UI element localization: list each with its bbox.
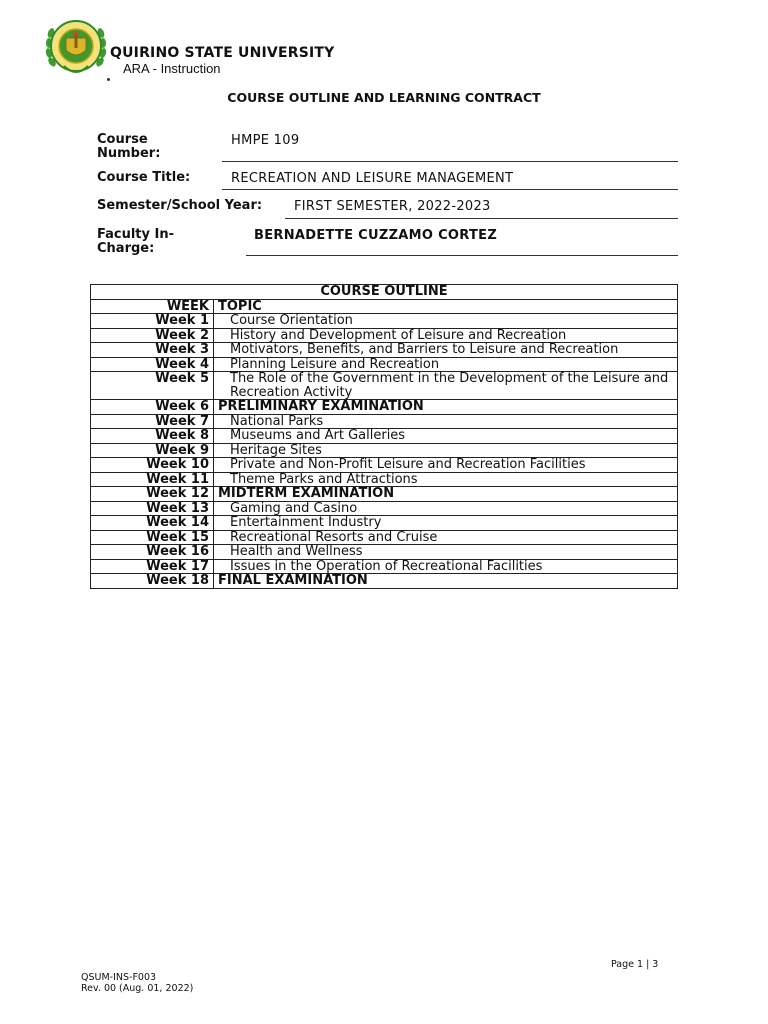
week-cell: Week 4 (91, 357, 214, 372)
table-row (91, 343, 678, 358)
course-title-rule (222, 189, 678, 190)
course-outline-body (91, 314, 678, 589)
form-code-block (81, 972, 193, 994)
page-number: Page 1 | 3 (611, 959, 659, 970)
table-row (91, 458, 678, 473)
week-cell: Week 18 (91, 574, 214, 589)
week-cell: Week 6 (91, 400, 214, 415)
table-row (91, 487, 678, 502)
topic-cell: Planning Leisure and Recreation (214, 357, 678, 372)
course-number-label: Course Number: (97, 132, 161, 161)
topic-cell: Issues in the Operation of Recreational Facilities (214, 559, 678, 574)
semester-value: FIRST SEMESTER, 2022-2023 (294, 199, 491, 214)
topic-cell: Entertainment Industry (214, 516, 678, 531)
course-outline-title: COURSE OUTLINE (91, 285, 678, 300)
week-cell: Week 10 (91, 458, 214, 473)
topic-cell: Gaming and Casino (214, 501, 678, 516)
table-row (91, 414, 678, 429)
week-cell: Week 7 (91, 414, 214, 429)
topic-cell: Recreational Resorts and Cruise (214, 530, 678, 545)
table-row (91, 516, 678, 531)
table-row (91, 328, 678, 343)
week-cell: Week 13 (91, 501, 214, 516)
bullet-mark (107, 78, 110, 81)
university-name: QUIRINO STATE UNIVERSITY (110, 45, 335, 61)
week-cell: Week 9 (91, 443, 214, 458)
course-outline-table (90, 284, 678, 589)
semester-label: Semester/School Year: (97, 198, 263, 213)
exam-topic-cell: MIDTERM EXAMINATION (214, 487, 678, 502)
table-row (91, 314, 678, 329)
course-title-value: RECREATION AND LEISURE MANAGEMENT (231, 171, 514, 186)
week-cell: Week 5 (91, 372, 214, 400)
week-cell: Week 12 (91, 487, 214, 502)
course-number-rule (222, 161, 678, 162)
document-title: COURSE OUTLINE AND LEARNING CONTRACT (227, 90, 541, 105)
exam-topic-cell: FINAL EXAMINATION (214, 574, 678, 589)
topic-cell: The Role of the Government in the Development of the Leisure and Recreation Activity (214, 372, 678, 400)
table-row (91, 357, 678, 372)
topic-cell: Course Orientation (214, 314, 678, 329)
table-row (91, 443, 678, 458)
week-cell: Week 15 (91, 530, 214, 545)
topic-cell: Health and Wellness (214, 545, 678, 560)
university-seal-icon (44, 8, 108, 82)
course-number-value: HMPE 109 (231, 133, 300, 148)
topic-column-header: TOPIC (214, 299, 678, 314)
topic-cell: National Parks (214, 414, 678, 429)
table-row (91, 400, 678, 415)
week-cell: Week 14 (91, 516, 214, 531)
topic-cell: Museums and Art Galleries (214, 429, 678, 444)
form-revision: Rev. 00 (Aug. 01, 2022) (81, 983, 194, 994)
topic-cell: History and Development of Leisure and Recreation (214, 328, 678, 343)
table-row (91, 501, 678, 516)
week-cell: Week 1 (91, 314, 214, 329)
office-name: ARA - Instruction (123, 61, 221, 76)
topic-cell: Private and Non-Profit Leisure and Recreation Facilities (214, 458, 678, 473)
table-row (91, 559, 678, 574)
faculty-value: BERNADETTE CUZZAMO CORTEZ (254, 228, 498, 243)
topic-cell: Theme Parks and Attractions (214, 472, 678, 487)
table-row (91, 530, 678, 545)
faculty-label: Faculty In-Charge: (97, 227, 175, 256)
semester-rule (285, 218, 678, 219)
topic-cell: Heritage Sites (214, 443, 678, 458)
week-cell: Week 11 (91, 472, 214, 487)
table-row (91, 429, 678, 444)
exam-topic-cell: PRELIMINARY EXAMINATION (214, 400, 678, 415)
week-cell: Week 8 (91, 429, 214, 444)
table-row (91, 372, 678, 400)
course-title-label: Course Title: (97, 170, 191, 185)
week-column-header: WEEK (91, 299, 214, 314)
week-cell: Week 17 (91, 559, 214, 574)
week-cell: Week 2 (91, 328, 214, 343)
table-row (91, 472, 678, 487)
table-row (91, 574, 678, 589)
week-cell: Week 16 (91, 545, 214, 560)
topic-cell: Motivators, Benefits, and Barriers to Leisure and Recreation (214, 343, 678, 358)
faculty-rule (246, 255, 678, 256)
week-cell: Week 3 (91, 343, 214, 358)
table-row (91, 545, 678, 560)
form-code: QSUM-INS-F003 (81, 972, 157, 983)
